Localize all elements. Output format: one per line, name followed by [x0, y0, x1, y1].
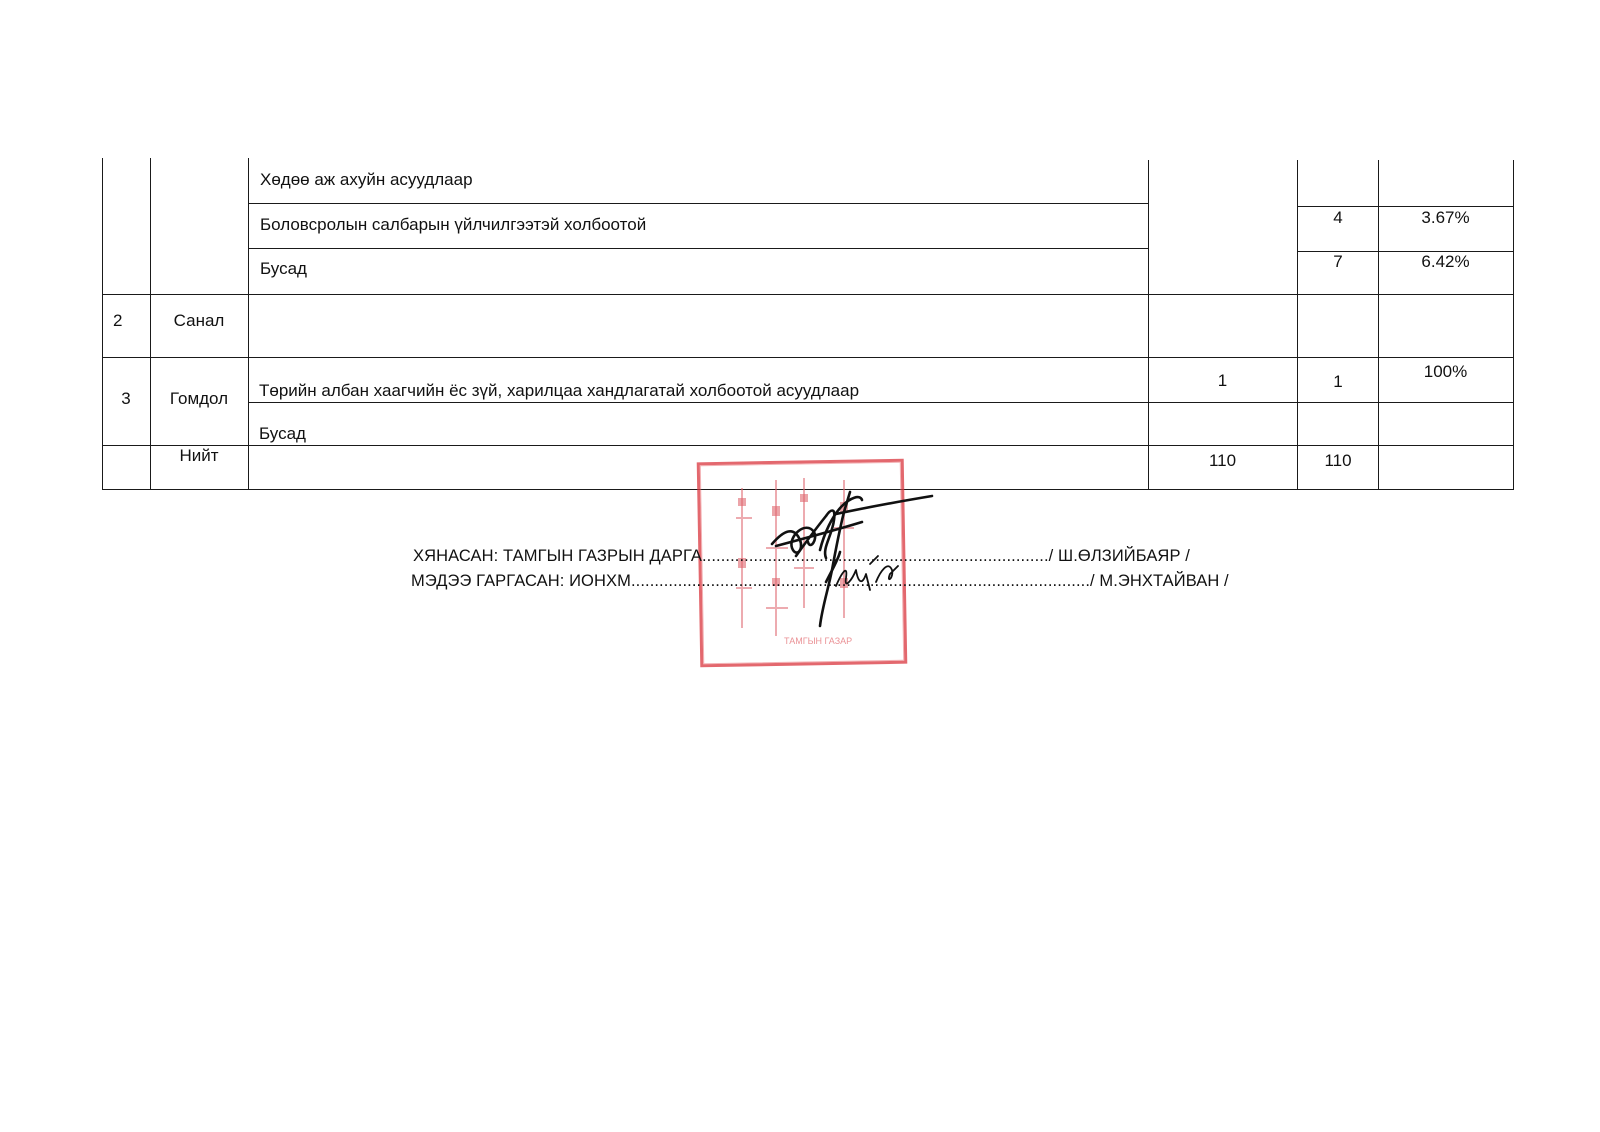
reviewed-name: / Ш.ӨЛЗИЙБАЯР /: [1048, 547, 1190, 565]
table-cell-resolved: 4: [1333, 208, 1343, 227]
reviewed-dots: ..........................................................................: [702, 547, 1049, 565]
handwritten-signature: [766, 486, 942, 632]
table-cell-category: Санал: [173, 311, 225, 330]
table-line: [102, 445, 1514, 446]
table-cell-description: Боловсролын салбарын үйлчилгээтэй холбоотой: [260, 215, 647, 234]
table-cell-percent: 3.67%: [1421, 208, 1470, 227]
table-cell-percent: 6.42%: [1421, 252, 1470, 271]
reviewed-label: ХЯНАСАН: ТАМГЫН ГАЗРЫН ДАРГА: [413, 547, 702, 565]
prepared-dots: ..................................................................................................: [630, 572, 1091, 590]
table-line: [1513, 160, 1514, 490]
total-label: Нийт: [179, 446, 219, 465]
table-line: [102, 357, 1514, 358]
table-cell-description: Төрийн албан хаагчийн ёс зүй, харилцаа хандлагатай холбоотой асуудлаар: [259, 381, 860, 400]
table-cell-description: Хөдөө аж ахуйн асуудлаар: [260, 170, 473, 189]
total-resolved: 110: [1324, 451, 1352, 470]
prepared-name: / М.ЭНХТАЙВАН /: [1090, 572, 1229, 590]
table-cell-received: 1: [1217, 371, 1228, 390]
table-line: [1148, 160, 1149, 490]
prepared-label: МЭДЭЭ ГАРГАСАН: ИОНХМ: [411, 572, 631, 590]
table-cell-percent: 100%: [1423, 362, 1468, 381]
table-line: [1298, 206, 1514, 207]
table-cell-category: Гомдол: [169, 389, 229, 408]
table-cell-description: Бусад: [259, 424, 306, 443]
table-line: [248, 203, 1148, 204]
table-cell-description: Бусад: [260, 259, 307, 278]
table-line: [248, 158, 249, 490]
table-cell-number: 2: [113, 311, 123, 330]
table-line: [102, 294, 1514, 295]
table-line: [248, 248, 1148, 249]
table-line: [248, 402, 1514, 403]
total-received: 110: [1208, 451, 1237, 470]
table-cell-resolved: 7: [1333, 252, 1343, 271]
table-cell-number: 3: [121, 389, 131, 408]
stamp-text: ТАМГЫН ГАЗАР: [784, 636, 853, 646]
table-cell-resolved: 1: [1333, 372, 1343, 391]
table-line: [102, 158, 103, 490]
